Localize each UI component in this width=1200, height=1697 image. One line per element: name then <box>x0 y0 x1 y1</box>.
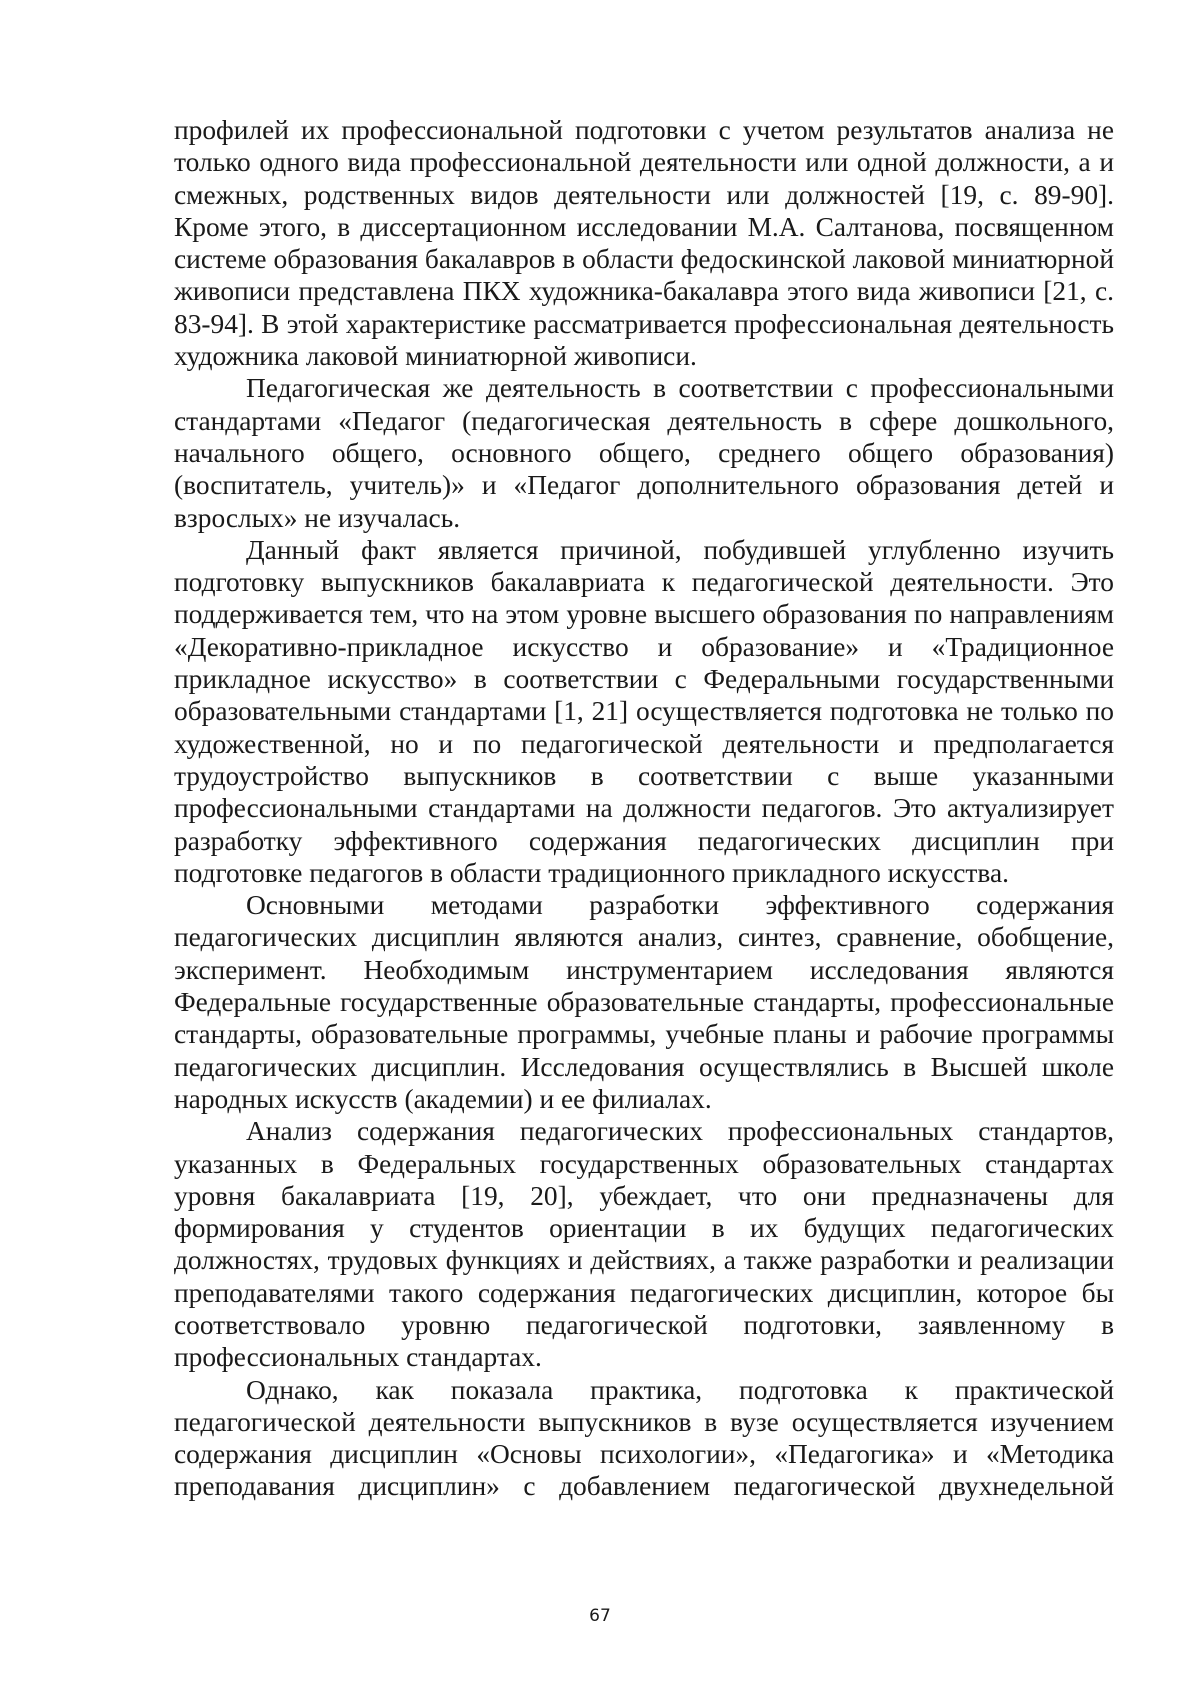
paragraph-fact-reason: Данный факт является причиной, побудившей углубленно изучить подготовку выпускников бакалавриата к педагогической деятельности. Это поддерживается тем, что на этом уровне высшего образования по направлениям «Декоративно-прикладное искусство и образование» и «Традиционное прикладное искусство» в соответствии с Федеральными государственными образовательными стандартами [1, 21] осуществляется подготовка не только по художественной, но и по педагогической деятельности и предполагается трудоустройство выпускников в соответствии с выше указанными профессиональными стандартами на должности педагогов. Это актуализирует разработку эффективного содержания педагогических дисциплин при подготовке педагогов в области традиционного прикладного искусства. <box>174 534 1114 888</box>
paragraph-continuation: профилей их профессиональной подготовки с учетом результатов анализа не только одного вида профессиональной деятельности или одной должности, а и смежных, родственных видов деятельности или должностей [19, с. 89-90]. Кроме этого, в диссертационном исследовании М.А. Салтанова, посвященном системе образования бакалавров в области федоскинской лаковой миниатюрной живописи представлена ПКХ художника-бакалавра этого вида живописи [21, с. 83-94]. В этой характеристике рассматривается профессиональная деятельность художника лаковой миниатюрной живописи. <box>174 115 1114 372</box>
paragraph-standards-analysis: Анализ содержания педагогических профессиональных стандартов, указанных в Федеральных государственных образовательных стандартах уровня бакалавриата [19, 20], убеждает, что они предназначены для формирования у студентов ориентации в их будущих педагогических должностях, трудовых функциях и действиях, а также разработки и реализации преподавателями такого содержания педагогических дисциплин, которое бы соответствовало уровню педагогической подготовки, заявленному в профессиональных стандартах. <box>174 1116 1114 1373</box>
paragraph-pedagogical-activity: Педагогическая же деятельность в соответствии с профессиональными стандартами «Педагог (педагогическая деятельность в сфере дошкольного, начального общего, основного общего, среднего общего образования) (воспитатель, учитель)» и «Педагог дополнительного образования детей и взрослых» не изучалась. <box>174 373 1114 533</box>
page-number: 67 <box>589 1606 611 1626</box>
document-body <box>174 114 1114 1503</box>
paragraph-practice: Однако, как показала практика, подготовка к практической педагогической деятельности выпускников в вузе осуществляется изучением содержания дисциплин «Основы психологии», «Педагогика» и «Методика преподавания дисциплин» с добавлением педагогической двухнедельной <box>174 1374 1114 1502</box>
paragraph-methods: Основными методами разработки эффективного содержания педагогических дисциплин являются анализ, синтез, сравнение, обобщение, эксперимент. Необходимым инструментарием исследования являются Федеральные государственные образовательные стандарты, профессиональные стандарты, образовательные программы, учебные планы и рабочие программы педагогических дисциплин. Исследования осуществлялись в Высшей школе народных искусств (академии) и ее филиалах. <box>174 890 1114 1114</box>
